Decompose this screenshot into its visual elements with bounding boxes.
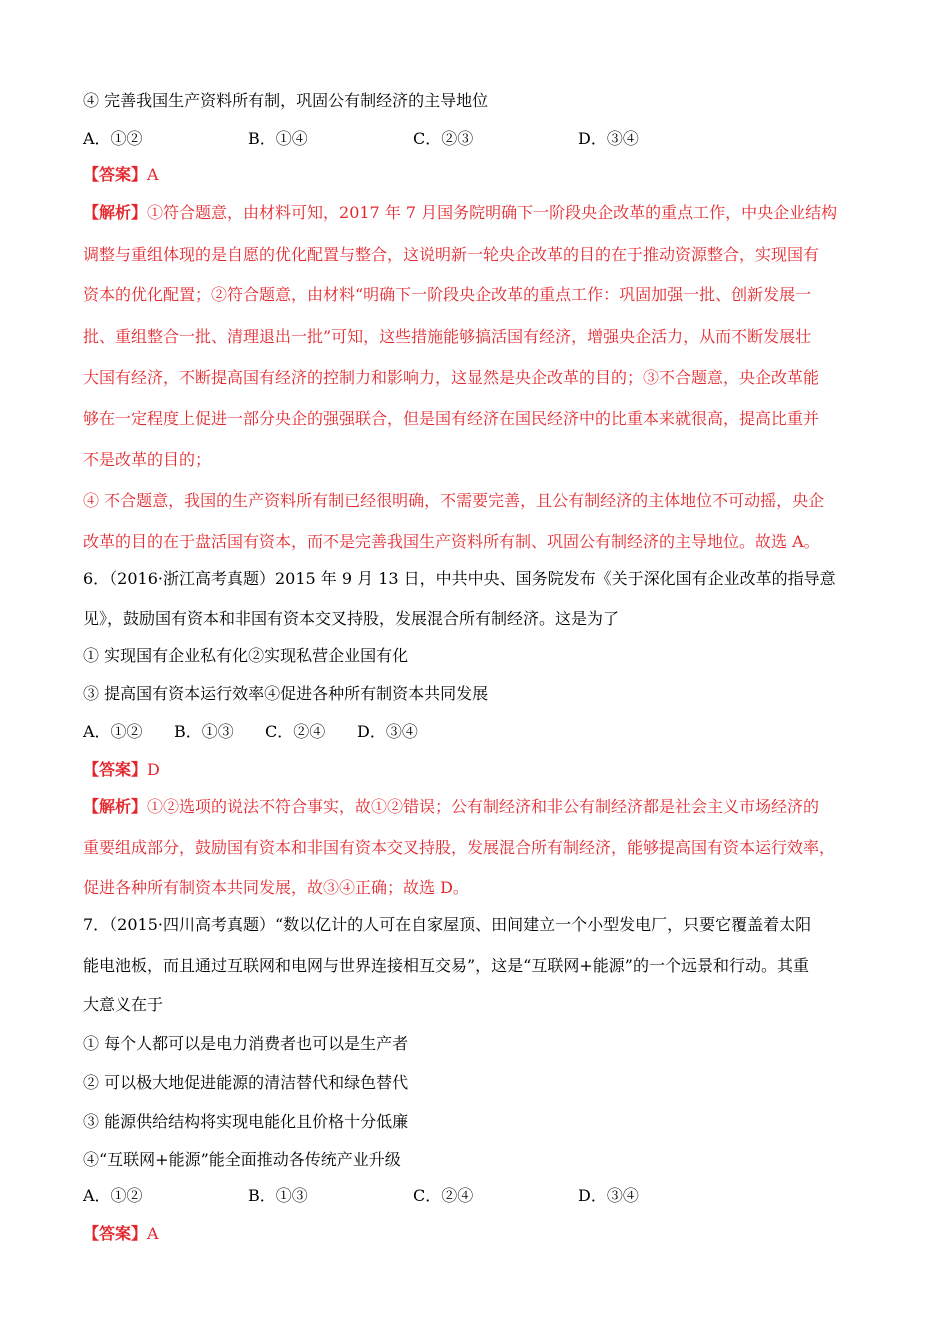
q5-analysis-line: 够在一定程度上促进一部分央企的强强联合，但是国有经济在国民经济中的比重本来就很高，提高比重并 <box>83 409 820 428</box>
q5-analysis-line: 调整与重组体现的是自愿的优化配置与整合，这说明新一轮央企改革的目的在于推动资源整合，实现国有 <box>83 245 820 264</box>
q5-answer <box>83 164 159 186</box>
q6-statement-1-2: ① 实现国有企业私有化②实现私营企业国有化 <box>83 646 409 665</box>
q6-analysis-line: 重要组成部分，鼓励国有资本和非国有资本交叉持股，发展混合所有制经济，能够提高国有资本运行效率， <box>83 838 836 857</box>
answer-value: A <box>147 165 159 184</box>
q6-option-b: B．①③ <box>174 722 234 741</box>
q5-analysis-line: 改革的目的在于盘活国有资本，而不是完善我国生产资料所有制、巩固公有制经济的主导地位。故选 A。 <box>83 532 820 551</box>
answer-value: D <box>147 760 160 779</box>
q5-analysis-line: 不是改革的目的； <box>83 450 212 469</box>
q5-option-b: B．①④ <box>248 129 308 148</box>
analysis-tag: 【解析】 <box>83 203 148 222</box>
q6-option-c: C．②④ <box>265 722 326 741</box>
q7-option-a: A．①② <box>83 1186 143 1205</box>
q7-stem-line: 大意义在于 <box>83 995 164 1014</box>
q7-statement: ③ 能源供给结构将实现电能化且价格十分低廉 <box>83 1112 409 1131</box>
analysis-tag: 【解析】 <box>83 797 148 816</box>
q6-analysis-line <box>83 796 819 818</box>
q5-analysis-line: 批、重组整合一批、清理退出一批”可知，这些措施能够搞活国有经济，增强央企活力，从而不断发展壮 <box>83 327 812 346</box>
q6-analysis-line: 促进各种所有制资本共同发展，故③④正确；故选 D。 <box>83 878 469 897</box>
q5-analysis-line: 大国有经济，不断提高国有经济的控制力和影响力，这显然是央企改革的目的；③不合题意，央企改革能 <box>83 368 820 387</box>
answer-tag: 【答案】 <box>83 1224 148 1243</box>
q7-option-b: B．①③ <box>248 1186 308 1205</box>
q6-answer <box>83 759 160 781</box>
q5-analysis-line: ④ 不合题意，我国的生产资料所有制已经很明确，不需要完善，且公有制经济的主体地位不可动摇，央企 <box>83 491 825 510</box>
answer-tag: 【答案】 <box>83 760 148 779</box>
q6-option-d: D．③④ <box>357 722 418 741</box>
q5-option-a: A．①② <box>83 129 143 148</box>
q7-statement: ④“互联网+能源”能全面推动各传统产业升级 <box>83 1150 401 1169</box>
q5-statement-4: ④ 完善我国生产资料所有制，巩固公有制经济的主导地位 <box>83 91 489 110</box>
q6-stem-line: 见》，鼓励国有资本和非国有资本交叉持股，发展混合所有制经济。这是为了 <box>83 609 620 628</box>
answer-tag: 【答案】 <box>83 165 148 184</box>
q7-statement: ② 可以极大地促进能源的清洁替代和绿色替代 <box>83 1073 409 1092</box>
answer-value: A <box>147 1224 159 1243</box>
q5-option-d: D．③④ <box>578 129 639 148</box>
q6-stem-line: 6．（2016·浙江高考真题）2015 年 9 月 13 日，中共中央、国务院发布《关于深化国有企业改革的指导意 <box>83 569 836 588</box>
q7-option-c: C．②④ <box>413 1186 474 1205</box>
analysis-text: ①②选项的说法不符合事实，故①②错误；公有制经济和非公有制经济都是社会主义市场经济的 <box>147 797 820 816</box>
q7-answer <box>83 1223 159 1245</box>
q7-stem-line: 7．（2015·四川高考真题）“数以亿计的人可在自家屋顶、田间建立一个小型发电厂，只要它覆盖着太阳 <box>83 915 812 934</box>
q5-option-c: C．②③ <box>413 129 474 148</box>
q6-statement-3-4: ③ 提高国有资本运行效率④促进各种所有制资本共同发展 <box>83 684 489 703</box>
q7-option-d: D．③④ <box>578 1186 639 1205</box>
q7-stem-line: 能电池板，而且通过互联网和电网与世界连接相互交易”，这是“互联网+能源”的一个远景和行动。其重 <box>83 956 809 975</box>
q7-statement: ① 每个人都可以是电力消费者也可以是生产者 <box>83 1034 409 1053</box>
analysis-text: ①符合题意，由材料可知，2017 年 7 月国务院明确下一阶段央企改革的重点工作，中央企业结构 <box>147 203 838 222</box>
q6-option-a: A．①② <box>83 722 143 741</box>
q5-analysis-line: 资本的优化配置；②符合题意，由材料“明确下一阶段央企改革的重点工作：巩固加强一批、创新发展一 <box>83 285 812 304</box>
q5-analysis-line <box>83 202 837 224</box>
